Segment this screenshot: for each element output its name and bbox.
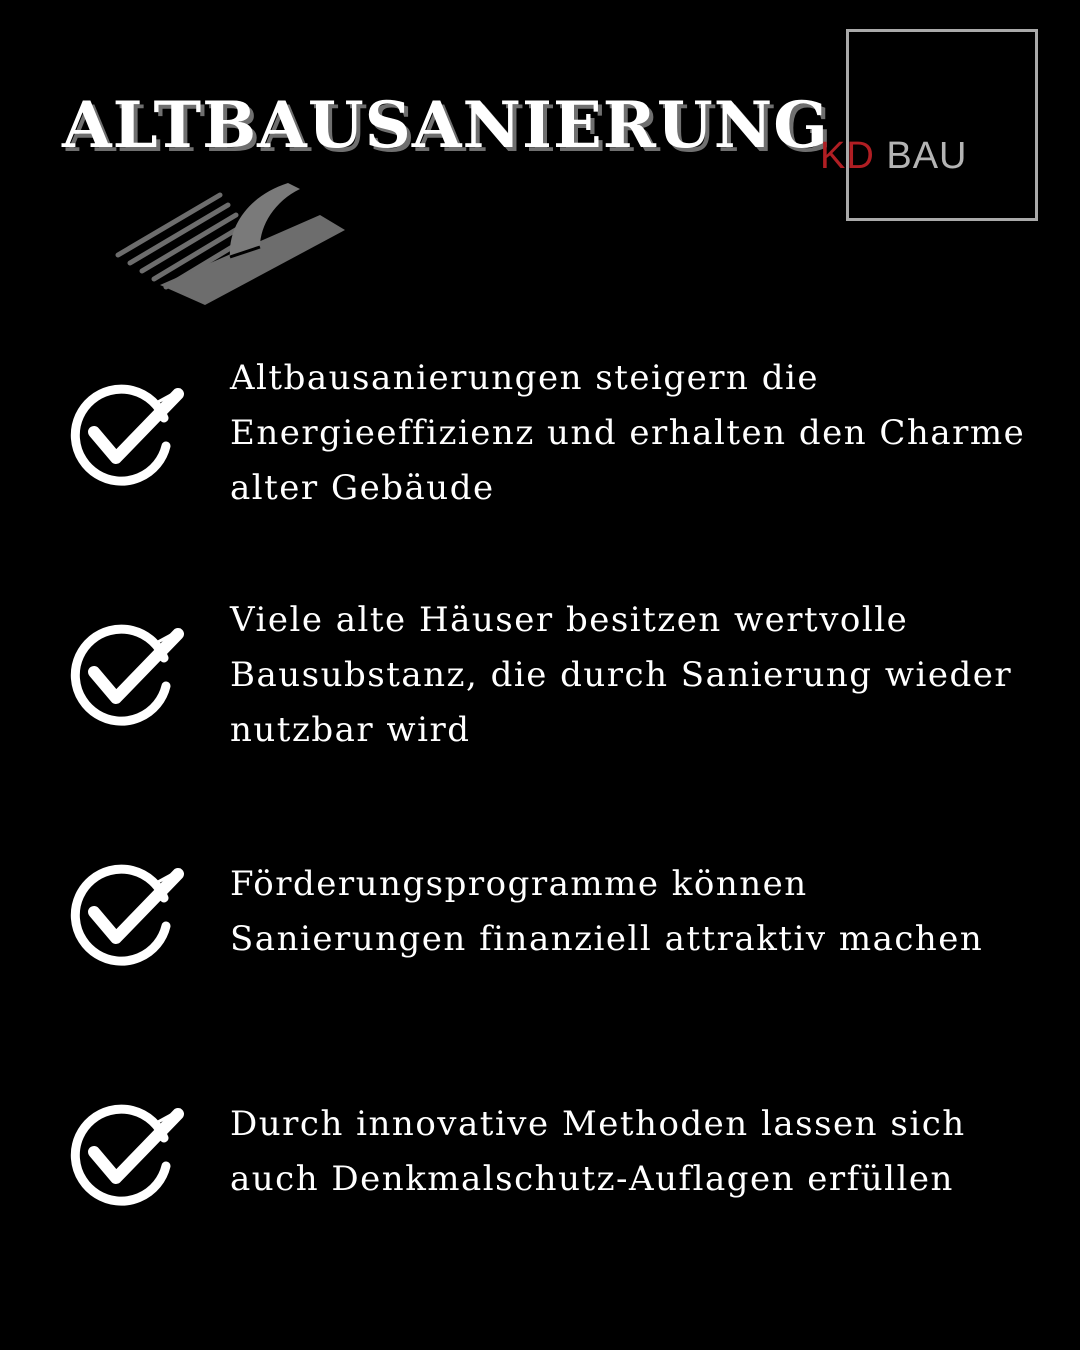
logo-kd: KD (820, 135, 875, 177)
item-text: Förderungsprogramme können Sanierungen finanziell attraktiv machen (230, 864, 984, 959)
page-title: ALTBAUSANIERUNG (62, 88, 829, 163)
check-circle-icon (66, 618, 184, 728)
item-text: Viele alte Häuser besitzen wertvolle Bausubstanz, die durch Sanierung wieder nutzbar wird (230, 600, 1013, 750)
item-text: Altbausanierungen steigern die Energieeffizienz und erhalten den Charme alter Gebäude (230, 358, 1026, 508)
check-circle-icon (66, 378, 184, 488)
logo-frame (846, 29, 1038, 221)
logo (820, 135, 968, 178)
item-text: Durch innovative Methoden lassen sich auch Denkmalschutz-Auflagen erfüllen (230, 1104, 966, 1199)
logo-bau: BAU (886, 135, 968, 177)
trowel-icon (110, 175, 360, 315)
check-circle-icon (66, 1098, 184, 1208)
check-circle-icon (66, 858, 184, 968)
